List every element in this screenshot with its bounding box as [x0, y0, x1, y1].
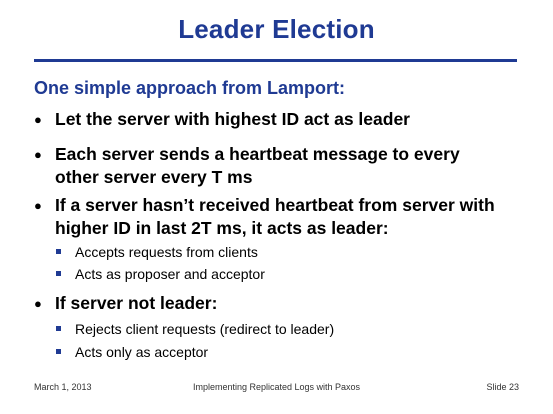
- footer-title: Implementing Replicated Logs with Paxos: [192, 382, 361, 392]
- sub-bullet-text: Acts as proposer and acceptor: [75, 266, 265, 282]
- bullet-4-text: If server not leader:: [55, 293, 218, 313]
- bullet-dot-icon: ●: [34, 112, 42, 127]
- sub-bullet-text: Accepts requests from clients: [75, 244, 258, 260]
- slide-subtitle: One simple approach from Lamport:: [34, 78, 346, 98]
- bullet-dot-icon: ●: [34, 198, 42, 213]
- sub-bullet-text: Rejects client requests (redirect to leader): [75, 321, 335, 337]
- sub-bullet-text: Acts only as acceptor: [75, 344, 209, 360]
- bullet-dot-icon: ●: [34, 147, 42, 162]
- slide-title: Leader Election: [178, 14, 375, 44]
- footer-slide-number: Slide 23: [486, 382, 519, 392]
- bullet-3-line-1: If a server hasn’t received heartbeat from server with: [55, 195, 495, 215]
- square-bullet-icon: [56, 271, 61, 276]
- bullet-dot-icon: ●: [34, 296, 42, 311]
- title-rule: [34, 59, 517, 62]
- bullet-3-line-2: higher ID in last 2T ms, it acts as leader:: [55, 218, 389, 238]
- footer-date: March 1, 2013: [34, 382, 92, 392]
- square-bullet-icon: [56, 349, 61, 354]
- bullet-1-text: Let the server with highest ID act as leader: [55, 109, 410, 129]
- square-bullet-icon: [56, 326, 61, 331]
- bullet-2-line-2: other server every T ms: [55, 167, 253, 187]
- square-bullet-icon: [56, 249, 61, 254]
- bullet-2-line-1: Each server sends a heartbeat message to every: [55, 144, 460, 164]
